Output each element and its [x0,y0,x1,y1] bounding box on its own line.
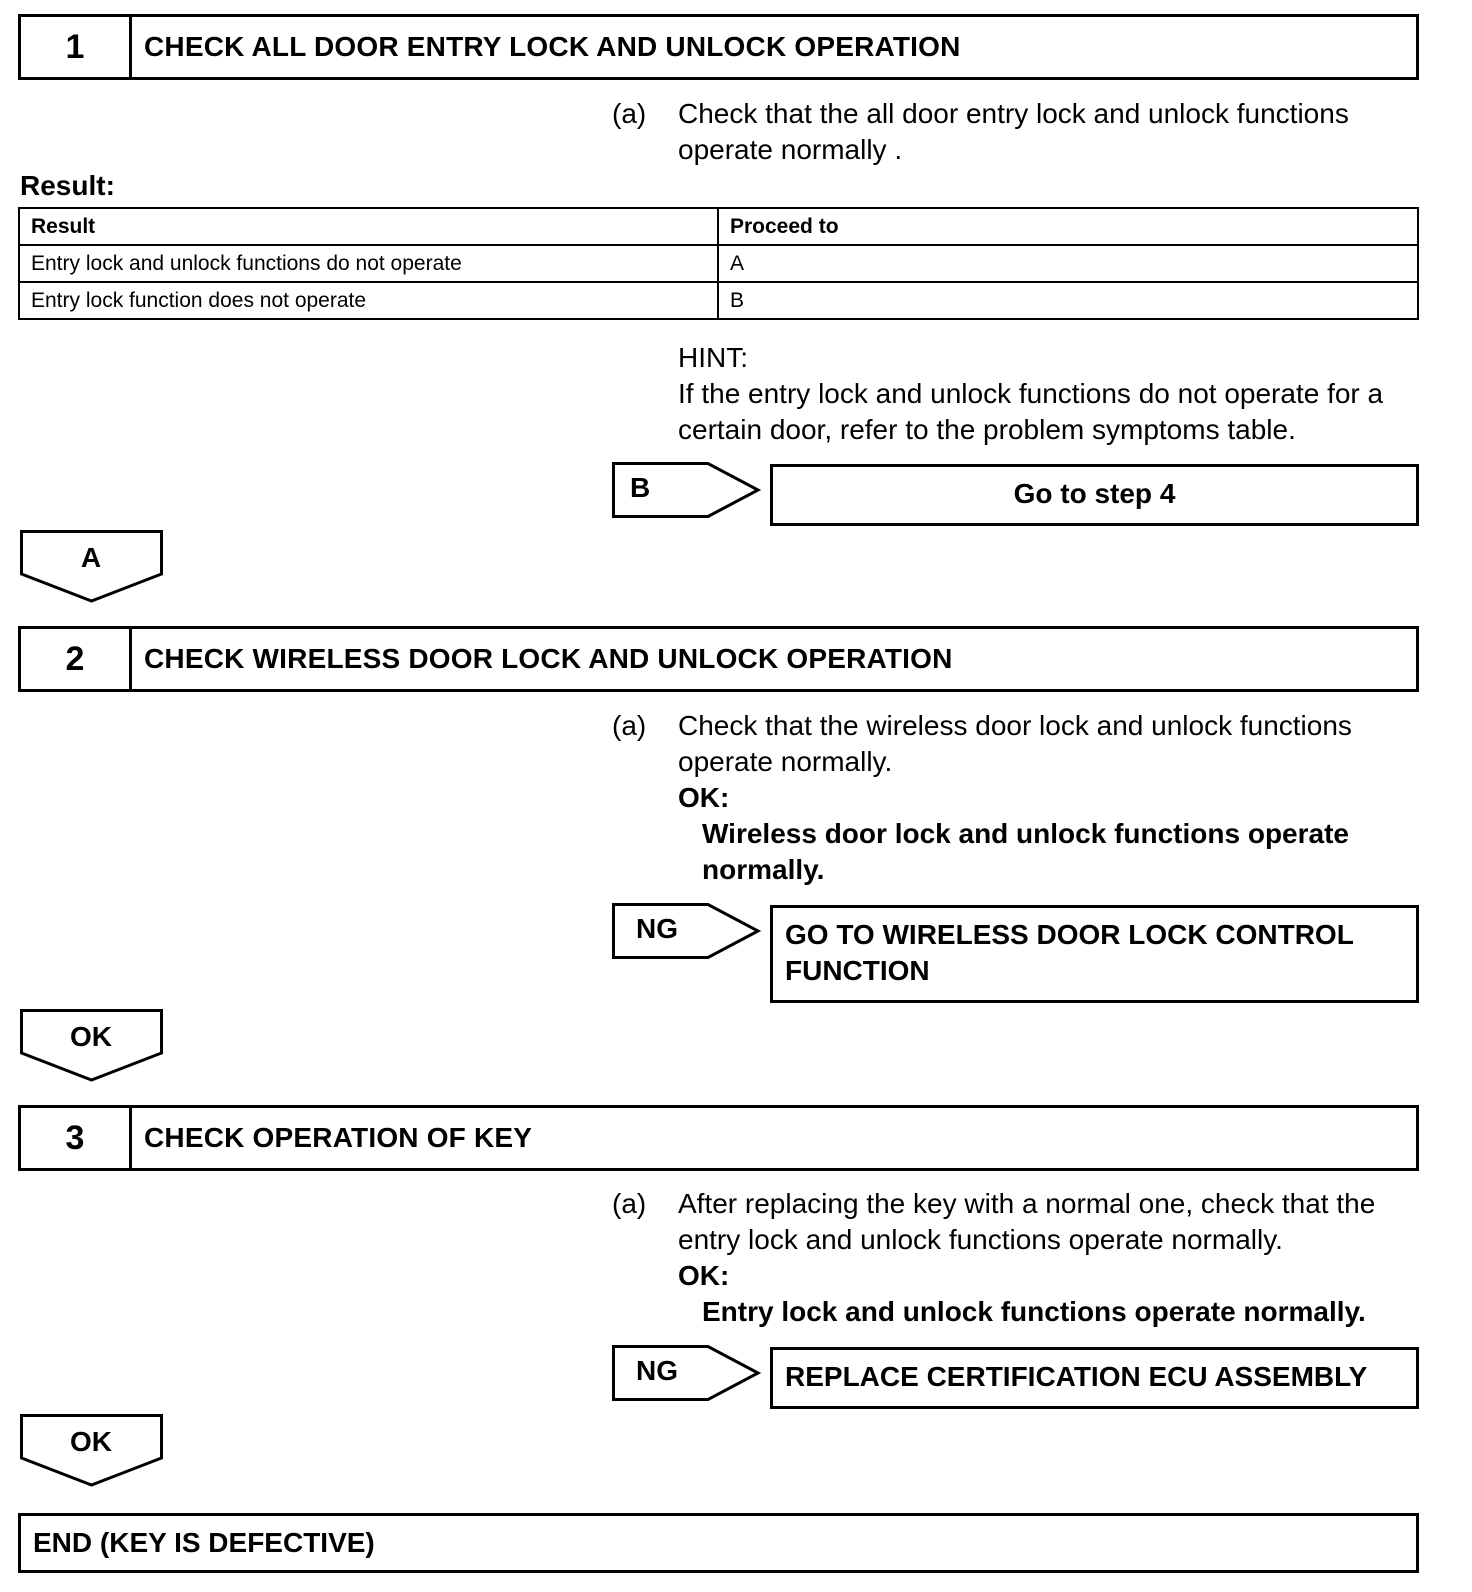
table-cell: B [718,282,1418,319]
ok-criteria-line: Entry lock and unlock functions operate normally. [702,1296,1366,1327]
ok-criteria-line: normally. [702,854,825,885]
flow-arrow-ok [20,1414,164,1488]
procedure-text-line: operate normally. [678,746,893,777]
destination-box [770,464,1419,526]
hint-text-line: certain door, refer to the problem symptoms table. [678,414,1296,445]
ok-criteria-line: Wireless door lock and unlock functions operate [702,818,1349,849]
procedure-text-line: Check that the all door entry lock and unlock functions [678,98,1349,129]
step-1-header [18,14,1419,80]
branch-arrow-icon [612,1345,762,1401]
table-cell: Entry lock function does not operate [19,282,718,319]
table-header-row [19,208,1418,245]
step-title: CHECK WIRELESS DOOR LOCK AND UNLOCK OPERATION [144,643,953,674]
step-3-header [18,1105,1419,1171]
end-box: END (KEY IS DEFECTIVE) [18,1513,1419,1573]
branch-arrow-icon [612,903,762,959]
branch-arrow-ng [612,1345,762,1401]
flow-label: OK [70,1021,112,1052]
hint-text-line: If the entry lock and unlock functions do not operate for a [678,378,1384,409]
step-2-header [18,626,1419,692]
branch-arrow-b [612,462,762,518]
flow-label: A [80,542,102,573]
branch-label: B [630,472,651,503]
procedure-label: (a) [612,710,647,741]
ok-label: OK: [678,1260,730,1291]
branch-label: NG [636,913,678,944]
procedure-text-line: After replacing the key with a normal one, check that the [678,1188,1376,1219]
procedure-text-line: entry lock and unlock functions operate normally. [678,1224,1283,1255]
table-cell: Entry lock and unlock functions do not operate [19,245,718,282]
hint-label: HINT: [678,342,748,373]
step-number: 1 [21,17,132,77]
flow-arrow-ok [20,1009,164,1083]
hint-block [678,340,1458,448]
procedure-text-line: Check that the wireless door lock and unlock functions [678,710,1352,741]
result-label: Result: [20,170,115,201]
step-1-procedure [612,96,1442,168]
step-title: CHECK OPERATION OF KEY [144,1122,533,1153]
step-3-procedure [612,1186,1442,1330]
step-number: 2 [21,629,132,689]
destination-text: REPLACE CERTIFICATION ECU ASSEMBLY [785,1361,1368,1392]
step-title: CHECK ALL DOOR ENTRY LOCK AND UNLOCK OPERATION [144,31,961,62]
procedure-label: (a) [612,1188,647,1219]
table-row [19,245,1418,282]
step-2-procedure [612,708,1442,888]
ok-label: OK: [678,782,730,813]
step-number: 3 [21,1108,132,1168]
destination-text: FUNCTION [785,955,930,986]
destination-text: Go to step 4 [1013,478,1176,509]
branch-arrow-ng [612,903,762,959]
table-header-cell: Result [19,208,718,245]
flow-label: OK [70,1426,112,1457]
destination-box [770,1347,1419,1409]
procedure-text-line: operate normally . [678,134,903,165]
table-cell: A [718,245,1418,282]
table-header-cell: Proceed to [718,208,1418,245]
branch-label: NG [636,1355,678,1386]
table-row [19,282,1418,319]
result-table [18,207,1419,320]
procedure-label: (a) [612,98,647,129]
flow-arrow-a [20,530,164,604]
destination-text: GO TO WIRELESS DOOR LOCK CONTROL [785,919,1354,950]
destination-box [770,905,1419,1003]
